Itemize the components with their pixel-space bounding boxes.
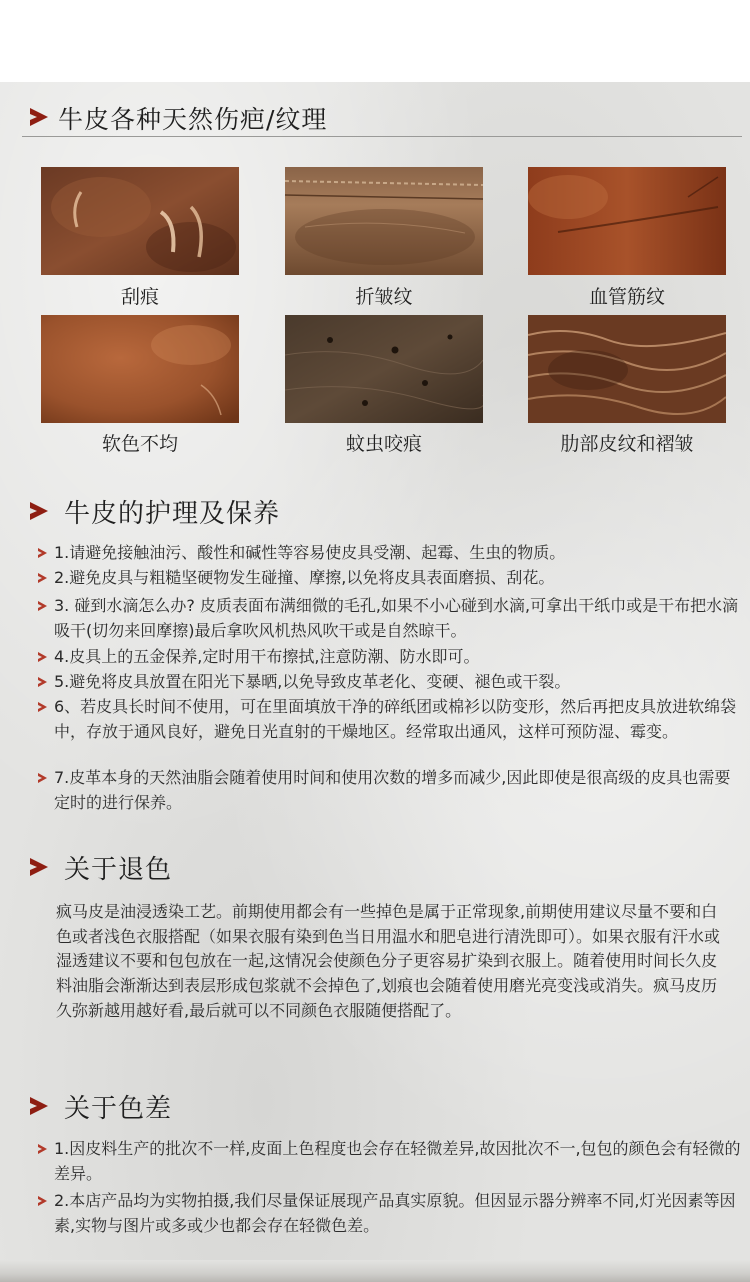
list-item: 4.皮具上的五金保养,定时用干布擦拭,注意防潮、防水即可。: [38, 645, 744, 670]
list-item: 3. 碰到水滴怎么办? 皮质表面布满细微的毛孔,如果不小心碰到水滴,可拿出干纸巾或是干布把水滴吸干(切勿来回摩擦)最后拿吹风机热风吹干或是自然晾干。: [38, 594, 744, 643]
section-title-color-diff: 关于色差: [64, 1094, 173, 1124]
rib-wrinkle-texture-image: [528, 315, 726, 423]
section-divider: [22, 136, 742, 137]
list-item: 2.避免皮具与粗糙坚硬物发生碰撞、摩擦,以免将皮具表面磨损、刮花。: [38, 566, 744, 591]
swatch-caption: 肋部皮纹和褶皱: [560, 433, 694, 455]
list-item: 2.本店产品均为实物拍摄,我们尽量保证展现产品真实原貌。但因显示器分辨率不同,灯光因素等因素,实物与图片或多或少也都会存在轻微色差。: [38, 1189, 744, 1238]
uneven-color-texture-image: [41, 315, 239, 423]
bullet-arrow-icon: [38, 573, 47, 583]
swatch-caption: 血管筋纹: [588, 286, 665, 308]
swatch-caption: 折皱纹: [355, 286, 413, 308]
bullet-arrow-icon: [38, 1144, 47, 1154]
swatch-caption: 蚊虫咬痕: [345, 433, 422, 455]
bullet-arrow-icon: [38, 548, 47, 558]
fold-texture-image: [285, 167, 483, 275]
section-arrow-icon: [30, 1097, 48, 1115]
section-arrow-icon: [30, 108, 48, 126]
section-title-fading: 关于退色: [64, 855, 173, 885]
list-item: 5.避免将皮具放置在阳光下暴晒,以免导致皮革老化、变硬、褪色或干裂。: [38, 670, 744, 695]
bullet-arrow-icon: [38, 702, 47, 712]
list-item: 6、若皮具长时间不使用，可在里面填放干净的碎纸团或棉衫以防变形，然后再把皮具放进软绵袋中，存放于通风良好，避免日光直射的干燥地区。经常取出通风，这样可预防湿、霉变。: [38, 695, 744, 744]
bullet-arrow-icon: [38, 601, 47, 611]
section-title-care: 牛皮的护理及保养: [64, 499, 281, 529]
swatch-caption: 软色不均: [101, 433, 178, 455]
insect-bite-texture-image: [285, 315, 483, 423]
list-item: 7.皮革本身的天然油脂会随着使用时间和使用次数的增多而减少,因此即使是很高级的皮具也需要定时的进行保养。: [38, 766, 744, 815]
swatch-caption: 刮痕: [120, 286, 159, 308]
list-item: 1.请避免接触油污、酸性和碱性等容易使皮具受潮、起霉、生虫的物质。: [38, 541, 744, 566]
vein-texture-image: [528, 167, 726, 275]
section-title-defects: 牛皮各种天然伤疤/纹理: [58, 105, 328, 134]
bullet-arrow-icon: [38, 677, 47, 687]
section-arrow-icon: [30, 858, 48, 876]
section-arrow-icon: [30, 502, 48, 520]
fading-paragraph: 疯马皮是油浸透染工艺。前期使用都会有一些掉色是属于正常现象,前期使用建议尽量不要和白色或者浅色衣服搭配（如果衣服有染到色当日用温水和肥皂进行清洗即可）。如果衣服有汗水或湿透建议不要和包包放在一起,这情况会使颜色分子更容易扩染到衣服上。随着使用时间长久皮料油脂会渐渐达到表层形成包浆就不会掉色了,划痕也会随着使用磨光亮变浅或消失。疯马皮历久弥新越用越好看,最后就可以不同颜色衣服随便搭配了。: [56, 902, 721, 1020]
bullet-arrow-icon: [38, 652, 47, 662]
list-item: 1.因皮料生产的批次不一样,皮面上色程度也会存在轻微差异,故因批次不一,包包的颜色会有轻微的差异。: [38, 1137, 744, 1186]
bullet-arrow-icon: [38, 773, 47, 783]
scratch-texture-image: [41, 167, 239, 275]
bullet-arrow-icon: [38, 1196, 47, 1206]
